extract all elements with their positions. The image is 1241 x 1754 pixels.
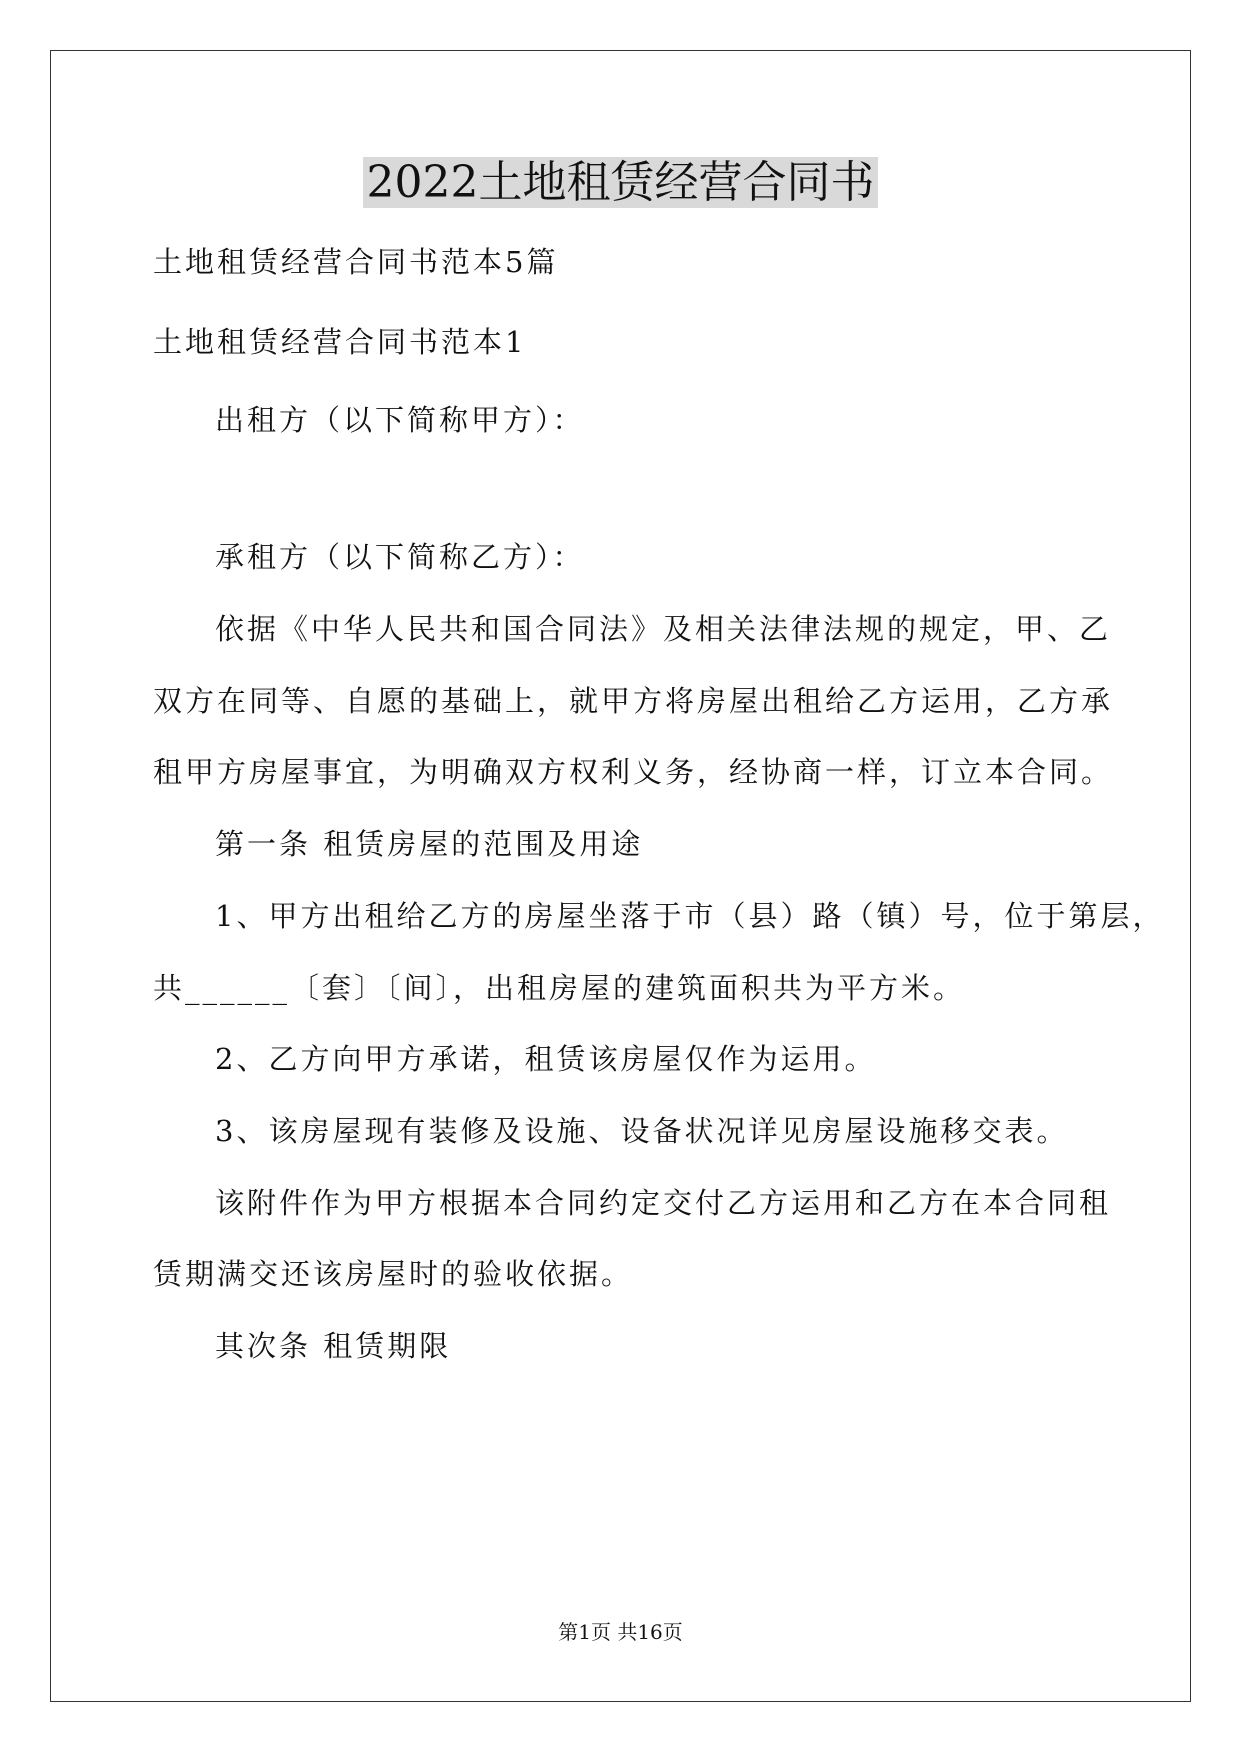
subtitle-line: 土地租赁经营合同书范本5篇 <box>153 245 559 279</box>
article-heading: 第一条 租赁房屋的范围及用途 <box>215 827 644 861</box>
section-heading: 土地租赁经营合同书范本1 <box>153 325 527 359</box>
page-footer: 第1页 共16页 <box>558 1620 683 1644</box>
document-title: 2022土地租赁经营合同书 <box>0 155 1241 211</box>
page-border <box>50 50 1191 1702</box>
paragraph-line: 租甲方房屋事宜，为明确双方权利义务，经协商一样，订立本合同。 <box>153 755 1114 789</box>
paragraph-line: 赁期满交还该房屋时的验收依据。 <box>153 1257 634 1291</box>
paragraph-line: 2、乙方向甲方承诺，租赁该房屋仅作为运用。 <box>215 1042 877 1076</box>
lessor-line: 出租方（以下简称甲方）： <box>215 403 585 437</box>
paragraph-line: 3、该房屋现有装修及设施、设备状况详见房屋设施移交表。 <box>215 1114 1069 1148</box>
paragraph-line: 依据《中华人民共和国合同法》及相关法律法规的规定，甲、乙 <box>215 612 1112 646</box>
paragraph-line: 1、甲方出租给乙方的房屋坐落于市（县）路（镇）号，位于第层， <box>215 899 1165 933</box>
article-heading: 其次条 租赁期限 <box>215 1329 452 1363</box>
paragraph-line: 共______〔套〕〔间〕，出租房屋的建筑面积共为平方米。 <box>153 971 966 1005</box>
lessee-line: 承租方（以下简称乙方）： <box>215 540 585 574</box>
paragraph-line: 该附件作为甲方根据本合同约定交付乙方运用和乙方在本合同租 <box>215 1186 1112 1220</box>
paragraph-line: 双方在同等、自愿的基础上，就甲方将房屋出租给乙方运用，乙方承 <box>153 684 1114 718</box>
